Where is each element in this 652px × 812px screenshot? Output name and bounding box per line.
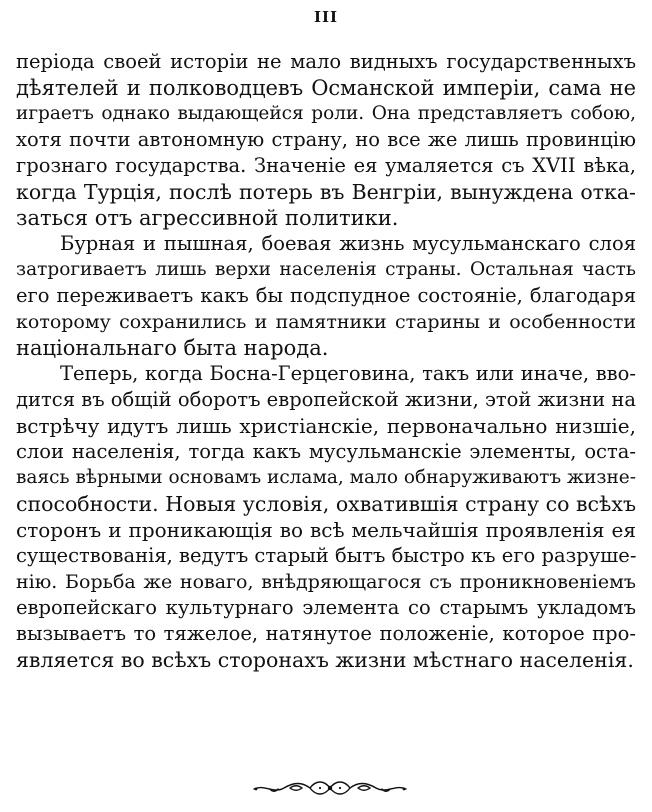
text-line: Бурная и пышная, боевая жизнь мусульманскаго слоя — [60, 232, 636, 255]
text-line: сторонъ и проникающія во всѣ мельчайшія проявленія ея — [16, 518, 636, 542]
text-line: когда Турція, послѣ потерь въ Венгріи, вынуждена отка- — [16, 180, 636, 204]
text-line: играетъ однако выдающейся роли. Она представляетъ собою, — [16, 103, 636, 124]
text-line: хотя почти автономную страну, но все же лишь провинцію — [16, 128, 636, 151]
text-line: Теперь, когда Босна-Герцеговина, такъ или иначе, вво- — [60, 362, 636, 385]
text-line: встрѣчу идутъ лишь христіанскіе, первоначально низшіе, — [16, 414, 636, 438]
text-line: его переживаетъ какъ бы подспудное состояніе, благодаря — [16, 284, 636, 307]
text-line: ваясь вѣрными основамъ ислама, мало обнаруживаютъ жизне- — [16, 467, 636, 488]
page-number: III — [313, 8, 339, 26]
text-line: существованія, ведутъ старый бытъ быстро къ его разруше- — [16, 544, 636, 567]
text-line: періода своей исторіи не мало видныхъ государственныхъ — [16, 50, 636, 73]
text-line: европейскаго культурнаго элемента со старымъ укладомъ — [16, 596, 636, 619]
body-text — [16, 49, 636, 673]
text-line: вызываетъ то тяжелое, натянутое положеніе, которое про- — [16, 622, 636, 645]
text-line: способности. Новыя условія, охватившія страну со всѣхъ — [16, 492, 636, 516]
text-line: дится въ общій оборотъ европейской жизни, этой жизни на — [16, 388, 636, 411]
text-line: заться отъ агрессивной политики. — [16, 206, 399, 230]
paragraph — [16, 231, 636, 361]
text-line: которому сохранились и памятники старины и особенности — [16, 311, 636, 333]
text-line: затрогиваетъ лишь верхи населенія страны. Остальная часть — [16, 259, 636, 280]
text-line: слои населенія, тогда какъ мусульманскіе элементы, оста- — [16, 440, 636, 463]
decorative-flourish-icon — [250, 776, 410, 800]
paragraph — [16, 361, 636, 673]
text-line: дѣятелей и полководцевъ Османской имперіи, сама не — [16, 76, 636, 100]
text-line: является во всѣхъ сторонахъ жизни мѣстнаго населенія. — [16, 648, 634, 672]
paragraph — [16, 49, 636, 231]
text-line: нію. Борьба же новаго, внѣдряющагося съ проникновеніемъ — [16, 571, 636, 593]
text-line: грознаго государства. Значеніе ея умаляется съ XVII вѣка, — [16, 154, 636, 177]
text-line: національнаго быта народа. — [16, 336, 329, 360]
